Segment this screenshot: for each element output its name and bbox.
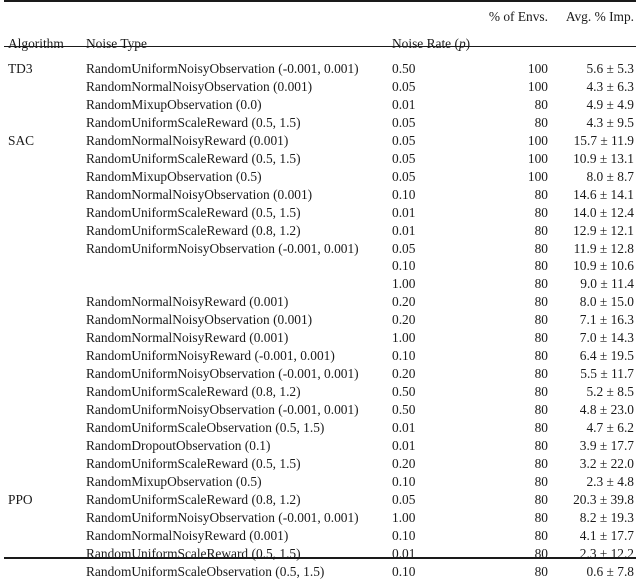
cell-noise-type: RandomNormalNoisyReward (0.001) (86, 330, 289, 346)
cell-algorithm (4, 78, 86, 96)
cell-noise-rate: 0.10 (392, 563, 416, 579)
cell-pct-envs: 80 (534, 527, 548, 543)
table-row (4, 222, 636, 240)
table-row (4, 311, 636, 329)
cell-pct-envs: 80 (534, 545, 548, 561)
cell-noise-rate: 1.00 (392, 509, 416, 525)
table-body (4, 58, 636, 581)
cell-avg-imp: 10.9 ± 10.6 (573, 258, 634, 274)
cell-noise-type: RandomMixupObservation (0.5) (86, 168, 262, 184)
cell-pct-envs: 100 (527, 132, 548, 148)
cell-avg-imp: 0.6 ± 7.8 (586, 563, 634, 579)
cell-noise-rate: 0.50 (392, 402, 416, 418)
cell-pct-envs: 80 (534, 420, 548, 436)
cell-noise-rate: 0.05 (392, 150, 416, 166)
cell-avg-imp: 20.3 ± 39.8 (573, 491, 634, 507)
cell-noise-type: RandomDropoutObservation (0.1) (86, 438, 271, 454)
cell-avg-imp: 3.9 ± 17.7 (579, 438, 634, 454)
header-pct-envs: % of Envs. (488, 9, 548, 24)
cell-algorithm (4, 347, 86, 365)
cell-noise-rate: 0.01 (392, 438, 416, 454)
cell-pct-envs: 80 (534, 276, 548, 292)
cell-noise-type: RandomMixupObservation (0.5) (86, 473, 262, 489)
cell-noise-rate: 0.01 (392, 222, 416, 238)
cell-algorithm (4, 204, 86, 222)
table-row (4, 240, 636, 258)
cell-noise-type: RandomUniformNoisyReward (-0.001, 0.001) (86, 348, 335, 364)
cell-noise-type: RandomNormalNoisyReward (0.001) (86, 527, 289, 543)
cell-noise-type: RandomUniformNoisyObservation (-0.001, 0.001) (86, 509, 359, 525)
cell-algorithm (4, 383, 86, 401)
cell-algorithm (4, 168, 86, 186)
cell-pct-envs: 80 (534, 222, 548, 238)
table-row (4, 114, 636, 132)
cell-noise-type: RandomNormalNoisyReward (0.001) (86, 132, 289, 148)
cell-noise-rate: 0.05 (392, 132, 416, 148)
cell-algorithm (4, 257, 86, 275)
cell-noise-type: RandomNormalNoisyObservation (0.001) (86, 312, 313, 328)
cell-noise-rate: 0.05 (392, 114, 416, 130)
cell-avg-imp: 8.2 ± 19.3 (579, 509, 634, 525)
cell-algorithm (4, 473, 86, 491)
cell-noise-type: RandomUniformScaleReward (0.5, 1.5) (86, 545, 301, 561)
cell-algorithm (4, 240, 86, 258)
cell-noise-rate: 0.01 (392, 420, 416, 436)
table-row (4, 186, 636, 204)
cell-algorithm: PPO (8, 491, 33, 507)
table-row (4, 473, 636, 491)
cell-avg-imp: 5.2 ± 8.5 (586, 384, 634, 400)
cell-pct-envs: 80 (534, 114, 548, 130)
cell-noise-rate: 0.10 (392, 473, 416, 489)
cell-noise-rate: 0.10 (392, 348, 416, 364)
cell-noise-rate: 0.01 (392, 545, 416, 561)
cell-algorithm (4, 186, 86, 204)
table-row (4, 257, 636, 275)
cell-pct-envs: 80 (534, 491, 548, 507)
cell-avg-imp: 9.0 ± 11.4 (580, 276, 634, 292)
cell-avg-imp: 8.0 ± 15.0 (579, 294, 634, 310)
cell-pct-envs: 80 (534, 455, 548, 471)
cell-avg-imp: 5.5 ± 11.7 (580, 366, 634, 382)
cell-noise-type: RandomUniformScaleReward (0.5, 1.5) (86, 204, 301, 220)
cell-pct-envs: 80 (534, 204, 548, 220)
cell-noise-rate: 0.20 (392, 312, 416, 328)
cell-noise-rate: 0.05 (392, 168, 416, 184)
table-row (4, 293, 636, 311)
cell-pct-envs: 80 (534, 312, 548, 328)
cell-algorithm: TD3 (8, 61, 33, 76)
cell-avg-imp: 15.7 ± 11.9 (573, 132, 634, 148)
table-row (4, 58, 636, 78)
results-table (4, 3, 636, 581)
cell-noise-rate: 0.10 (392, 527, 416, 543)
table-row (4, 437, 636, 455)
table-row (4, 401, 636, 419)
cell-algorithm (4, 329, 86, 347)
cell-noise-type (86, 275, 386, 293)
cell-noise-rate: 0.05 (392, 240, 416, 256)
cell-noise-type: RandomUniformScaleReward (0.5, 1.5) (86, 150, 301, 166)
cell-noise-type: RandomUniformScaleReward (0.8, 1.2) (86, 222, 301, 238)
cell-algorithm (4, 401, 86, 419)
cell-avg-imp: 4.9 ± 4.9 (586, 96, 634, 112)
header-row (4, 3, 636, 58)
cell-algorithm (4, 150, 86, 168)
cell-avg-imp: 4.8 ± 23.0 (579, 402, 634, 418)
cell-avg-imp: 7.1 ± 16.3 (579, 312, 634, 328)
cell-noise-type: RandomUniformScaleObservation (0.5, 1.5) (86, 420, 325, 436)
cell-algorithm (4, 293, 86, 311)
cell-avg-imp: 4.1 ± 17.7 (579, 527, 634, 543)
cell-avg-imp: 7.0 ± 14.3 (579, 330, 634, 346)
table-row (4, 275, 636, 293)
cell-noise-rate: 0.50 (392, 384, 416, 400)
cell-noise-rate: 1.00 (392, 330, 416, 346)
table-row (4, 347, 636, 365)
cell-algorithm (4, 311, 86, 329)
cell-algorithm (4, 509, 86, 527)
cell-avg-imp: 4.3 ± 6.3 (586, 78, 634, 94)
table-row (4, 419, 636, 437)
cell-avg-imp: 3.2 ± 22.0 (579, 455, 634, 471)
table-row (4, 383, 636, 401)
cell-algorithm (4, 222, 86, 240)
cell-noise-type: RandomUniformScaleReward (0.5, 1.5) (86, 455, 301, 471)
cell-pct-envs: 80 (534, 258, 548, 274)
cell-avg-imp: 10.9 ± 13.1 (573, 150, 634, 166)
cell-noise-rate: 0.10 (392, 258, 416, 274)
cell-pct-envs: 80 (534, 348, 548, 364)
cell-pct-envs: 100 (527, 150, 548, 166)
table-row (4, 545, 636, 563)
cell-avg-imp: 14.6 ± 14.1 (573, 186, 634, 202)
cell-algorithm (4, 563, 86, 581)
cell-pct-envs: 80 (534, 509, 548, 525)
cell-algorithm (4, 96, 86, 114)
table-row (4, 527, 636, 545)
table-row (4, 96, 636, 114)
cell-pct-envs: 100 (527, 61, 548, 76)
cell-pct-envs: 80 (534, 240, 548, 256)
cell-avg-imp: 2.3 ± 12.2 (579, 545, 634, 561)
cell-noise-rate: 0.10 (392, 186, 416, 202)
header-noise-type: Noise Type (86, 36, 147, 51)
table-row (4, 491, 636, 509)
cell-pct-envs: 80 (534, 186, 548, 202)
cell-pct-envs: 80 (534, 330, 548, 346)
table-row (4, 509, 636, 527)
cell-noise-type: RandomUniformScaleReward (0.8, 1.2) (86, 491, 301, 507)
cell-pct-envs: 80 (534, 563, 548, 579)
cell-avg-imp: 4.3 ± 9.5 (586, 114, 634, 130)
table-row (4, 204, 636, 222)
header-algorithm: Algorithm (8, 36, 64, 51)
cell-algorithm (4, 437, 86, 455)
header-avg-imp: Avg. % Imp. (565, 9, 634, 24)
header-noise-rate: Noise Rate (p) (392, 36, 471, 51)
cell-avg-imp: 2.3 ± 4.8 (586, 473, 634, 489)
cell-algorithm: SAC (8, 132, 35, 148)
table-row (4, 78, 636, 96)
cell-noise-type: RandomUniformNoisyObservation (-0.001, 0.001) (86, 61, 359, 76)
cell-algorithm (4, 527, 86, 545)
top-rule (4, 0, 636, 2)
table-row (4, 455, 636, 473)
table-row (4, 329, 636, 347)
cell-algorithm (4, 419, 86, 437)
table-row (4, 150, 636, 168)
cell-algorithm (4, 365, 86, 383)
cell-avg-imp: 14.0 ± 12.4 (573, 204, 634, 220)
cell-noise-type: RandomNormalNoisyObservation (0.001) (86, 186, 313, 202)
cell-avg-imp: 5.6 ± 5.3 (586, 61, 634, 76)
cell-noise-rate: 0.50 (392, 61, 416, 76)
cell-pct-envs: 80 (534, 384, 548, 400)
cell-noise-type: RandomUniformNoisyObservation (-0.001, 0.001) (86, 366, 359, 382)
cell-avg-imp: 6.4 ± 19.5 (579, 348, 634, 364)
cell-noise-type: RandomUniformScaleReward (0.8, 1.2) (86, 384, 301, 400)
cell-avg-imp: 12.9 ± 12.1 (573, 222, 634, 238)
cell-noise-rate: 0.05 (392, 78, 416, 94)
cell-noise-type: RandomNormalNoisyObservation (0.001) (86, 78, 313, 94)
cell-noise-rate: 0.20 (392, 455, 416, 471)
cell-avg-imp: 8.0 ± 8.7 (586, 168, 634, 184)
cell-noise-rate: 0.05 (392, 491, 416, 507)
cell-pct-envs: 80 (534, 366, 548, 382)
cell-pct-envs: 100 (527, 78, 548, 94)
cell-algorithm (4, 114, 86, 132)
table-row (4, 168, 636, 186)
cell-algorithm (4, 455, 86, 473)
table-row (4, 132, 636, 150)
cell-noise-rate: 0.01 (392, 96, 416, 112)
cell-avg-imp: 11.9 ± 12.8 (573, 240, 634, 256)
cell-noise-rate: 0.20 (392, 366, 416, 382)
cell-pct-envs: 80 (534, 96, 548, 112)
cell-noise-rate: 1.00 (392, 276, 416, 292)
cell-noise-type: RandomUniformScaleObservation (0.5, 1.5) (86, 563, 325, 579)
cell-avg-imp: 4.7 ± 6.2 (586, 420, 634, 436)
cell-noise-type: RandomUniformNoisyObservation (-0.001, 0.001) (86, 402, 359, 418)
table-row (4, 365, 636, 383)
table-row (4, 563, 636, 581)
cell-noise-type: RandomUniformScaleReward (0.5, 1.5) (86, 114, 301, 130)
cell-noise-type: RandomMixupObservation (0.0) (86, 96, 262, 112)
cell-pct-envs: 80 (534, 473, 548, 489)
cell-algorithm (4, 545, 86, 563)
cell-pct-envs: 80 (534, 402, 548, 418)
cell-noise-rate: 0.20 (392, 294, 416, 310)
cell-pct-envs: 80 (534, 294, 548, 310)
cell-pct-envs: 100 (527, 168, 548, 184)
cell-noise-rate: 0.01 (392, 204, 416, 220)
cell-noise-type: RandomUniformNoisyObservation (-0.001, 0.001) (86, 240, 359, 256)
cell-noise-type (86, 257, 386, 275)
cell-pct-envs: 80 (534, 438, 548, 454)
cell-algorithm (4, 275, 86, 293)
cell-noise-type: RandomNormalNoisyReward (0.001) (86, 294, 289, 310)
